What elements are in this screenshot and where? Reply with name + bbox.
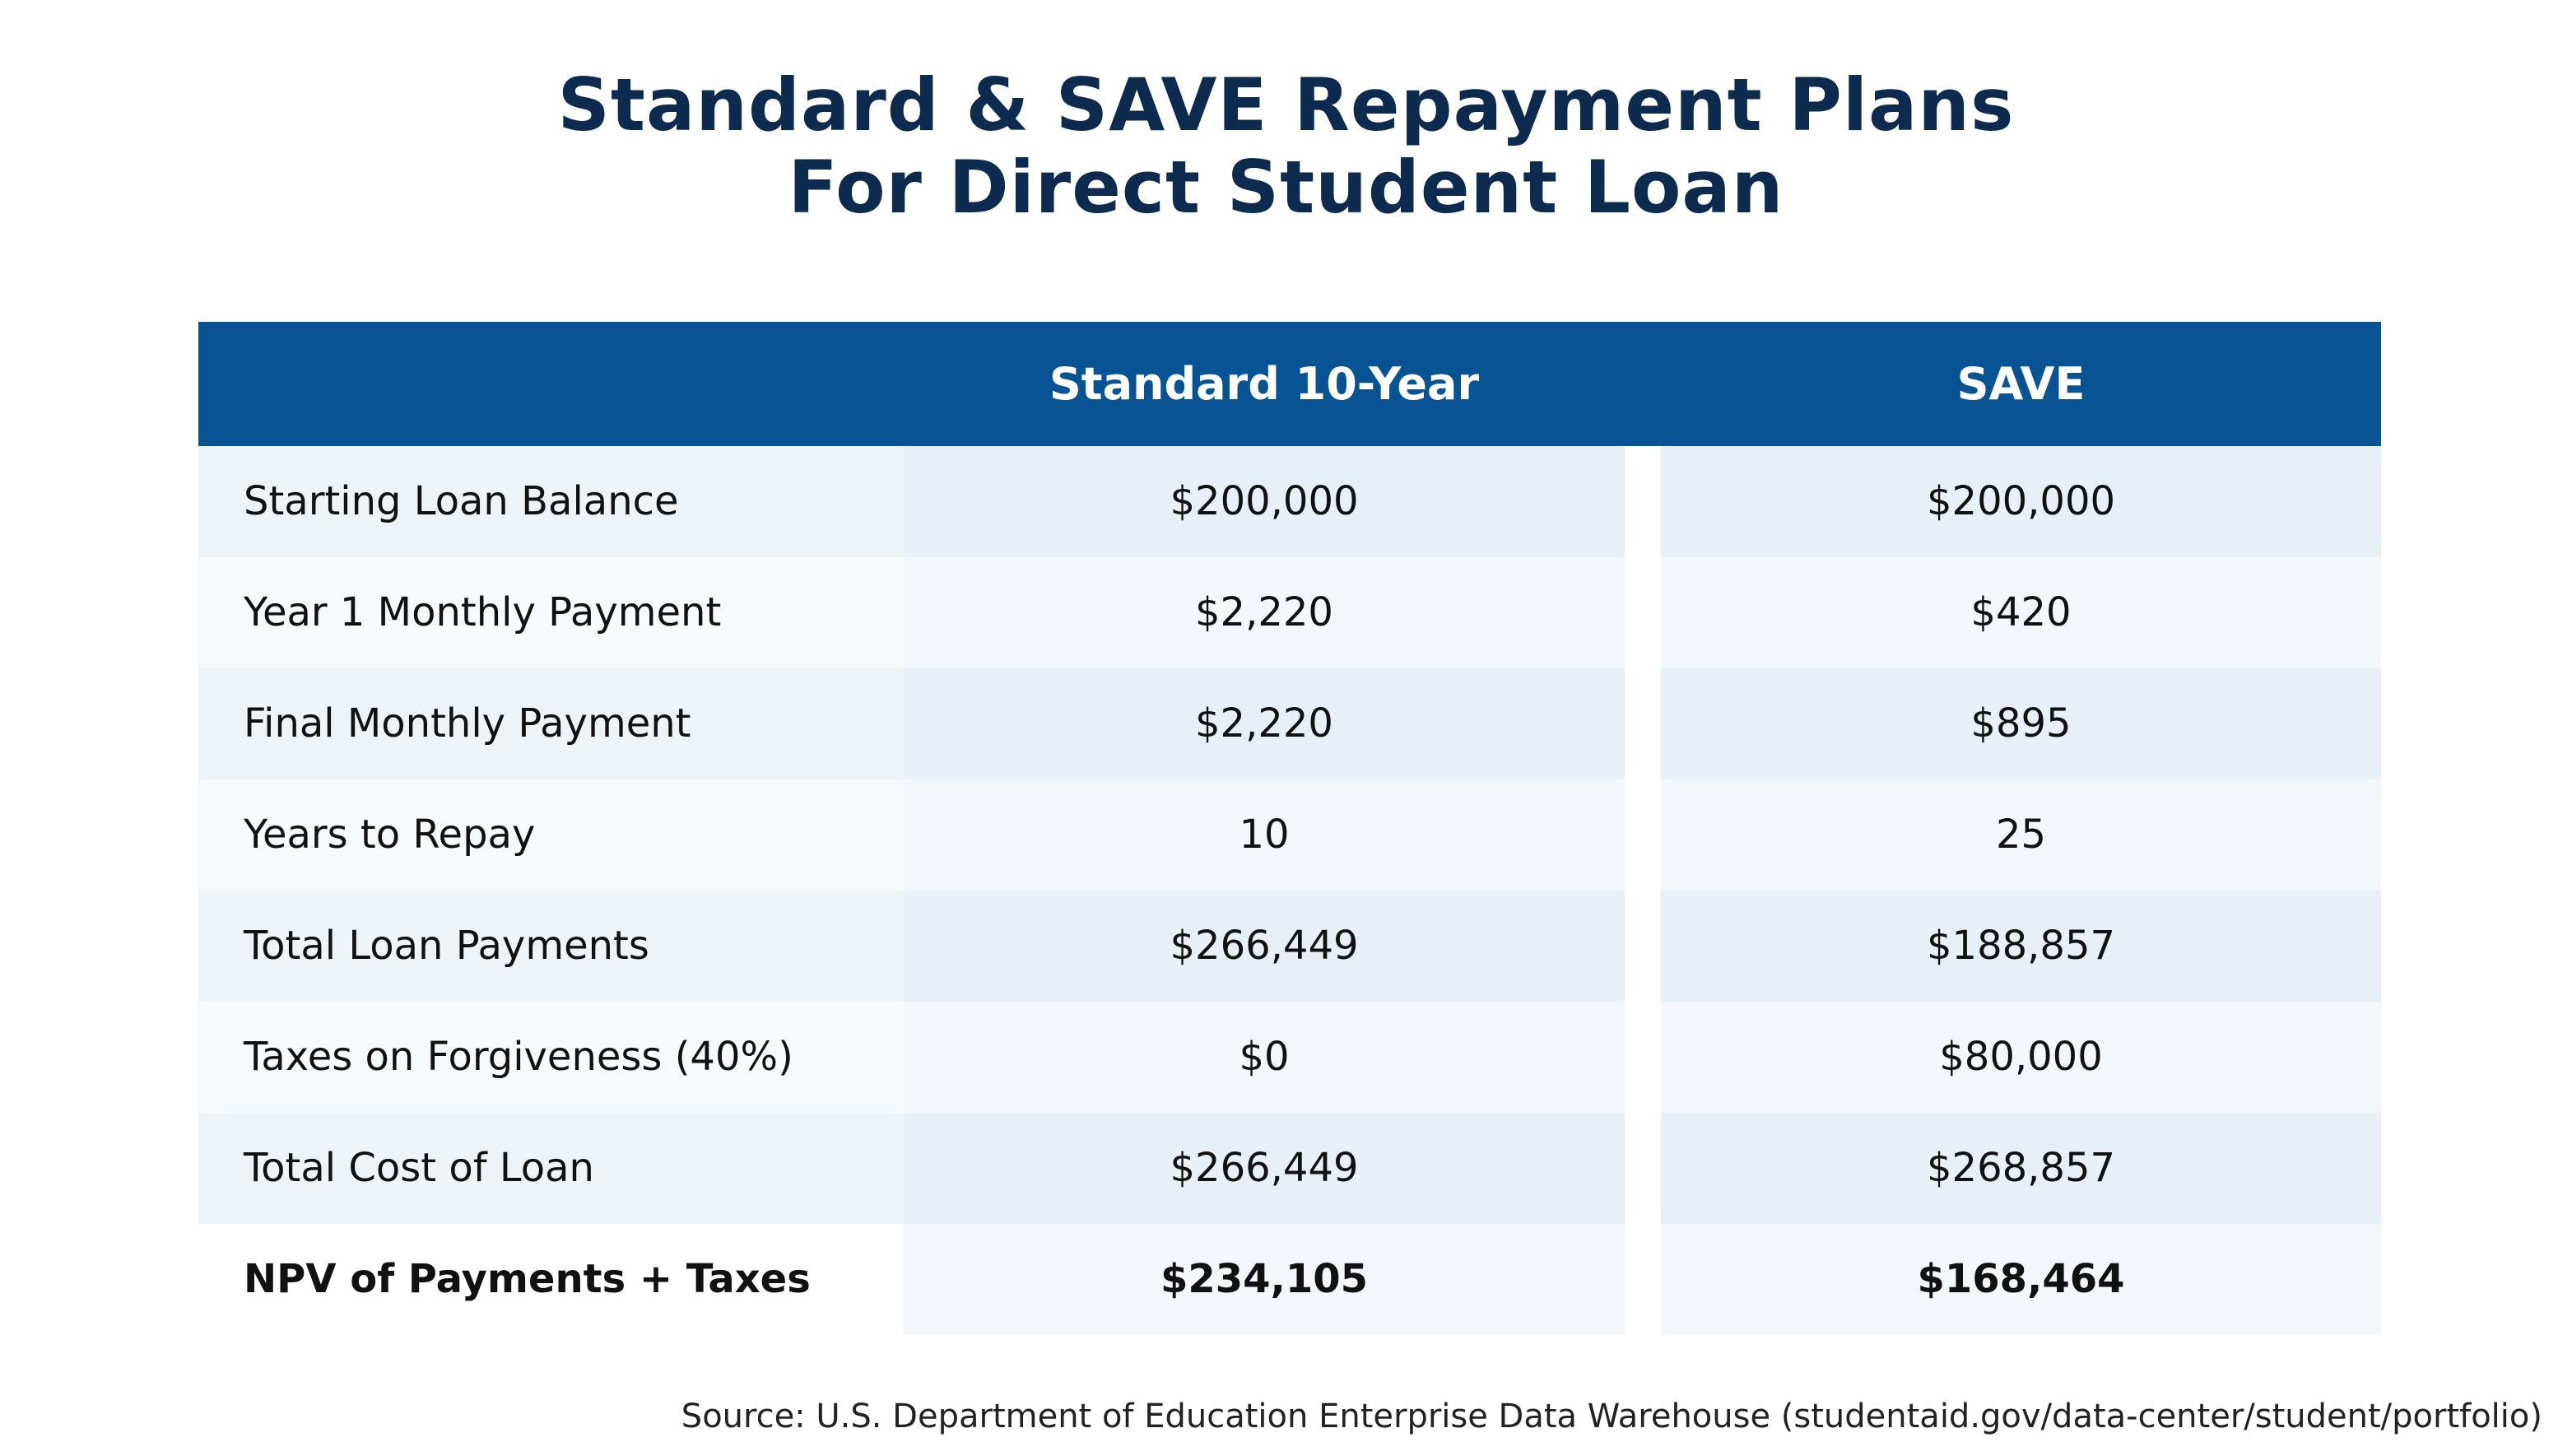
table-row xyxy=(198,668,2381,779)
header-standard-10-year: Standard 10-Year xyxy=(1049,358,1480,410)
table-row xyxy=(198,1113,2381,1224)
table-header xyxy=(198,322,2381,446)
save-value: $188,857 xyxy=(1661,891,2381,1002)
save-value: $168,464 xyxy=(1661,1224,2381,1335)
standard-value: $200,000 xyxy=(904,446,1625,557)
standard-value: $2,220 xyxy=(904,668,1625,779)
header-save: SAVE xyxy=(1956,358,2086,410)
table-row xyxy=(198,446,2381,557)
row-label: Year 1 Monthly Payment xyxy=(244,589,722,635)
row-label: Taxes on Forgiveness (40%) xyxy=(244,1034,793,1080)
title-line-1: Standard & SAVE Repayment Plans xyxy=(557,63,2015,147)
table-row xyxy=(198,779,2381,891)
standard-value: $234,105 xyxy=(904,1224,1625,1335)
standard-value: $0 xyxy=(904,1002,1625,1113)
table-row xyxy=(198,891,2381,1002)
source-note: Source: U.S. Department of Education Enterprise Data Warehouse (studentaid.gov/data-center/student/portfolio) xyxy=(681,1398,2542,1435)
standard-value: $266,449 xyxy=(904,1113,1625,1224)
row-label: Total Loan Payments xyxy=(244,923,649,969)
row-label: NPV of Payments + Taxes xyxy=(244,1256,811,1302)
title-line-2: For Direct Student Loan xyxy=(788,145,1784,230)
standard-value: $2,220 xyxy=(904,557,1625,668)
save-value: $895 xyxy=(1661,668,2381,779)
table-row xyxy=(198,557,2381,668)
standard-value: 10 xyxy=(904,779,1625,891)
page-title xyxy=(0,64,2572,229)
row-label: Starting Loan Balance xyxy=(244,478,679,524)
row-label: Years to Repay xyxy=(244,812,536,858)
save-value: $420 xyxy=(1661,557,2381,668)
row-label: Final Monthly Payment xyxy=(244,700,691,747)
save-value: 25 xyxy=(1661,779,2381,891)
save-value: $80,000 xyxy=(1661,1002,2381,1113)
save-value: $200,000 xyxy=(1661,446,2381,557)
row-label: Total Cost of Loan xyxy=(244,1145,594,1191)
table-row-npv xyxy=(198,1224,2381,1335)
save-value: $268,857 xyxy=(1661,1113,2381,1224)
comparison-table xyxy=(198,322,2381,1335)
standard-value: $266,449 xyxy=(904,891,1625,1002)
table-row xyxy=(198,1002,2381,1113)
